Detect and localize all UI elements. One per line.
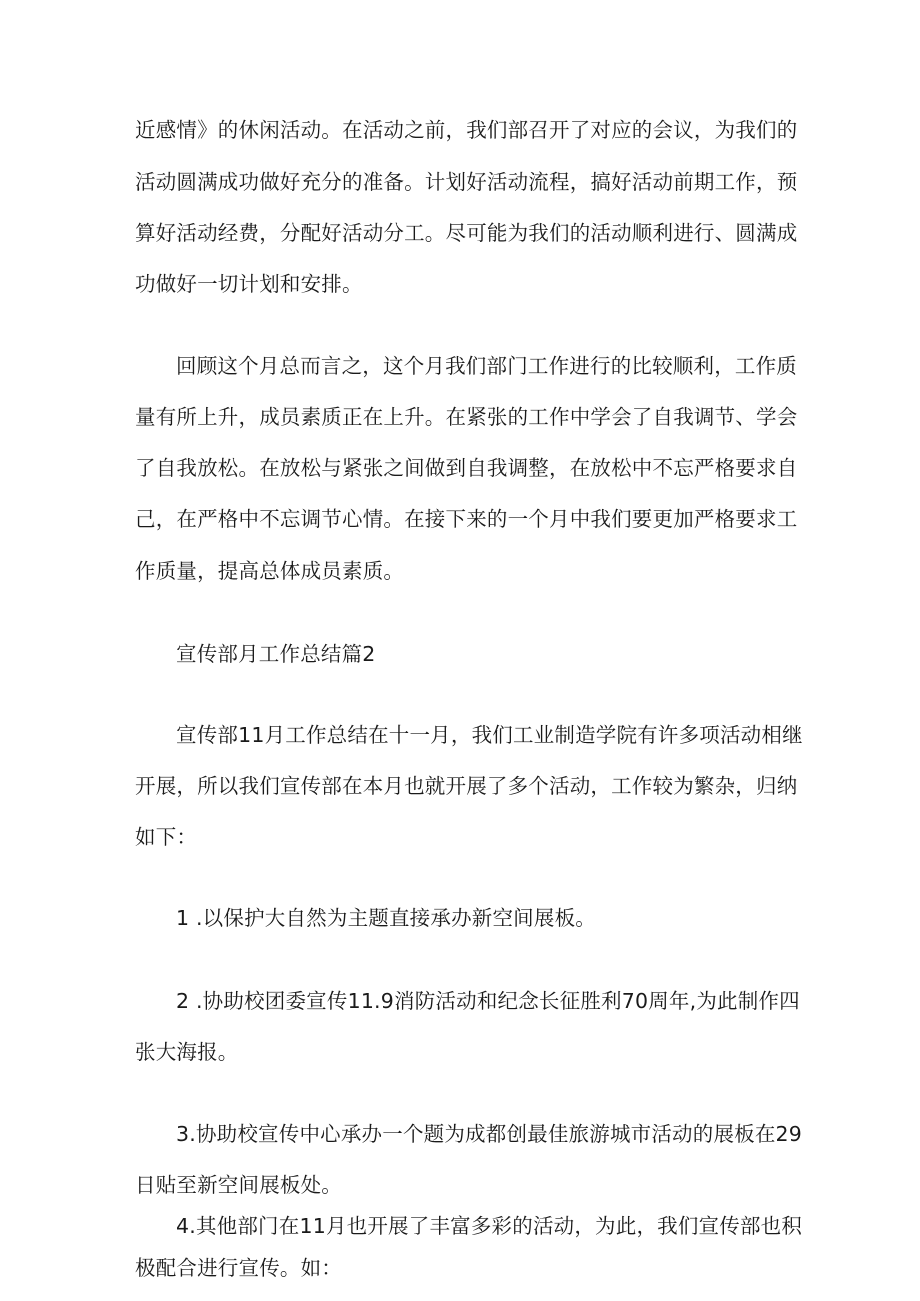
paragraph-2-line-2: 量有所上升，成员素质正在上升。在紧张的工作中学会了自我调节、学会	[135, 405, 798, 429]
paragraph-1-line-4: 功做好一切计划和安排。	[135, 272, 363, 296]
list-item-1: 1 .以保护大自然为主题直接承办新空间展板。	[176, 906, 596, 930]
section-heading: 宣传部月工作总结篇2	[176, 642, 376, 666]
paragraph-3-line-3: 如下：	[135, 825, 198, 849]
paragraph-2-line-1: 回顾这个月总而言之，这个月我们部门工作进行的比较顺利，工作质	[176, 354, 797, 378]
paragraph-2-line-3: 了自我放松。在放松与紧张之间做到自我调整，在放松中不忘严格要求自	[135, 456, 798, 480]
list-item-4-line-1: 4.其他部门在11月也开展了丰富多彩的活动，为此，我们宣传部也积	[176, 1214, 803, 1238]
list-item-2-line-1: 2 .协助校团委宣传11.9消防活动和纪念长征胜利70周年,为此制作四	[176, 989, 800, 1013]
paragraph-2-line-4: 己，在严格中不忘调节心情。在接下来的一个月中我们要更加严格要求工	[135, 507, 798, 531]
paragraph-1-line-1: 近感情》的休闲活动。在活动之前，我们部召开了对应的会议，为我们的	[135, 118, 798, 142]
paragraph-1-line-2: 活动圆满成功做好充分的准备。计划好活动流程，搞好活动前期工作，预	[135, 170, 798, 194]
paragraph-2-line-5: 作质量，提高总体成员素质。	[135, 559, 405, 583]
paragraph-3-line-2: 开展，所以我们宣传部在本月也就开展了多个活动，工作较为繁杂，归纳	[135, 774, 798, 798]
list-item-3-line-2: 日贴至新空间展板处。	[135, 1173, 342, 1197]
list-item-4-line-2: 极配合进行宣传。如：	[135, 1256, 342, 1280]
list-item-3-line-1: 3.协助校宣传中心承办一个题为成都创最佳旅游城市活动的展板在29	[176, 1122, 803, 1146]
paragraph-3-line-1: 宣传部11月工作总结在十一月，我们工业制造学院有许多项活动相继	[176, 723, 803, 747]
list-item-2-line-2: 张大海报。	[135, 1040, 239, 1064]
paragraph-1-line-3: 算好活动经费，分配好活动分工。尽可能为我们的活动顺利进行、圆满成	[135, 221, 798, 245]
